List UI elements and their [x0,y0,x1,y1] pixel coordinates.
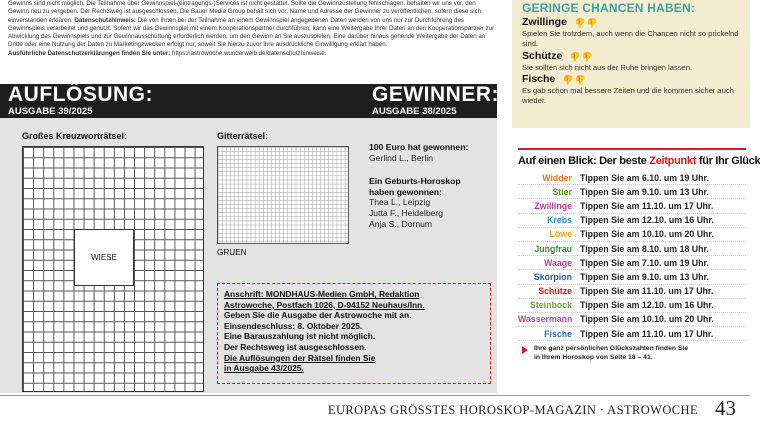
luck-times-box [518,148,760,370]
luck-row [518,214,746,228]
winner-heading-horoskop-a: Ein Geburts-Horoskop [369,176,461,187]
low-chances-box [512,0,750,128]
luck-sign: Jungfrau [534,243,572,254]
luck-sign: Widder [542,172,572,183]
low-chance-sign [522,73,740,86]
low-chance-sign [522,50,740,63]
arrow-icon [522,346,528,354]
luck-row [518,171,746,185]
legal-text: Gewinns sind nicht möglich. Die Teilnahme über Gewinnspiel-(eintragungs-)Services ist nicht gestattet. Sollte die Gewinnzustellung fehlschlagen, behalten wir uns vor, den Gewinn neu zu vergeben. Der Rechtsweg ist ausgeschlossen. Die Bauer Media Group behält sich vor, Name und Adresse der Gewinner zu veröffentlichen, sofern diese sich einverstanden erklären. [8,0,482,24]
luck-row [518,199,746,213]
luck-time: Tippen Sie am 9.10. um 13 Uhr. [580,186,709,197]
privacy-link-label: Ausführliche Datenschutzerklärungen finden Sie unter: [8,49,171,57]
address-line: Anschrift: MONDHAUS-Medien GmbH, Redaktion [224,289,420,299]
sign-text: Es gab schon mal bessere Zeiten und die kommen sicher auch wieder. [522,86,734,106]
winner-name: Jutta F., Heidelberg [369,207,444,218]
sign-text: Sie sollten sich nicht aus der Ruhe bringen lassen. [522,62,693,72]
luck-time: Tippen Sie am 7.10. um 19 Uhr. [580,257,709,268]
address-line: Geben Sie die Ausgabe der Astrowoche mit an. [224,310,412,321]
luck-sign: Steinbock [529,300,572,311]
deadline-line: Einsendeschluss: 8. Oktober 2025. [224,320,363,331]
sign-name: Schütze [522,49,563,62]
thumbs-down-icon: 👍 [582,51,594,62]
luck-time: Tippen Sie am 8.10. um 18 Uhr. [580,243,709,254]
wordsearch-answer: GRUEN [217,248,247,257]
luck-time: Tippen Sie am 11.10. um 17 Uhr. [580,286,714,297]
luck-time: Tippen Sie am 11.10. um 17 Uhr. [580,328,714,339]
low-chance-sign [522,16,740,29]
luck-sign: Stier [552,186,572,197]
luck-row [518,299,746,313]
luck-row [518,285,746,299]
luck-note-line: Ihre ganz persönlichen Glückszahlen finden Sie [534,345,689,353]
luck-row [518,270,746,284]
luck-sign: Krebs [547,215,572,226]
solution-issue: AUSGABE 39/2025 [8,106,93,117]
privacy-link[interactable]: https://astrowoche.wunderweib.de/datenschutzhinweise. [172,49,327,57]
luck-title-part: Auf einen Blick: [518,155,597,167]
thumbs-down-group [572,52,593,61]
luck-time: Tippen Sie am 12.10. um 16 Uhr. [580,215,714,226]
address-line: Der Rechtsweg ist ausgeschlossen. [224,341,367,352]
crossword-center-word: WIESE [74,229,134,286]
right-column [512,0,760,395]
thumbs-down-icon: 👍 [570,51,582,62]
luck-time: Tippen Sie am 12.10. um 16 Uhr. [580,300,714,311]
legal-fine-print [8,0,498,82]
winners-issue: AUSGABE 38/2025 [372,106,457,117]
address-line: Die Auflösungen der Rätsel finden Sie [224,352,376,363]
luck-time: Tippen Sie am 10.10. um 20 Uhr. [580,229,714,240]
luck-title-highlight: Zeitpunkt [649,155,697,167]
thumbs-down-icon: 👍 [586,18,598,28]
thumbs-down-icon: 👍 [563,75,575,86]
page-footer [0,395,750,421]
solution-heading: AUFLÖSUNG: [8,83,153,106]
thumbs-down-group [574,18,598,28]
wordsearch-label: Gitterrätsel: [217,131,269,141]
low-chances-heading: GERINGE CHANCEN HABEN: [522,1,696,15]
luck-note [518,345,746,362]
luck-sign: Schütze [538,286,572,297]
crossword-grid [22,146,204,392]
address-line: in Ausgabe 43/2025. [224,363,304,374]
thumbs-down-icon: 👍 [575,75,587,86]
address-line: Astrowoche, Postfach 1026, D-94152 Neuhaus/Inn. [224,299,425,310]
luck-sign: Skorpion [533,271,572,282]
luck-time: Tippen Sie am 9.10. um 13 Uhr. [580,271,709,282]
address-line: Eine Barauszahlung ist nicht möglich. [224,331,376,342]
luck-title-part: für Ihr Glück [698,155,760,167]
wordsearch-grid [217,146,349,244]
crossword-label: Großes Kreuzworträtsel: [22,131,128,141]
sign-name: Fische [522,73,556,86]
winner-heading-horoskop-b: haben gewonnen: [369,186,443,197]
winners-heading: GEWINNER: [372,83,499,106]
thumbs-down-icon: 👍 [574,18,586,28]
entry-address-box [217,283,491,384]
luck-time: Tippen Sie am 6.10. um 19 Uhr. [580,172,709,183]
thumbs-down-group [565,75,586,84]
privacy-heading: Datenschutzhinweis: [74,16,136,24]
luck-row [518,242,746,256]
luck-row [518,228,746,242]
winner-name: Gerlind L., Berlin [369,152,434,163]
luck-sign: Waage [543,257,572,268]
privacy-text: Die von Ihnen bei der Teilnahme an einem Gewinnspiel angegebenen Daten werden von uns nur zur Durchführung des Gewinnspiels verarbeitet und genutzt. Sofern wir das Gewinnspiel mit einem Kooperationspartner durchführen, kann eine Weitergabe Ihrer Daten an den Kooperationspartner zur Abwicklung des Gewinnspiels und zur Gewinnausschüttung erforderlich werden, um den Gewinn an Sie auszuspielen. Eine darüber hinaus gehende Weitergabe der Daten an Dritte oder eine Nutzung der Daten zu Marketingzwecken erfolgt nur, soweit Sie hierzu zuvor Ihre ausdrückliche Einwilligung erklärt haben. [8,16,495,49]
luck-time: Tippen Sie am 10.10. um 20 Uhr. [580,314,714,325]
page-number: 43 [715,396,736,420]
winner-name: Thea L., Leipzig [369,197,431,208]
sign-text: Spielen Sie trotzdem, auch wenn die Chancen nicht so prickelnd sind. [522,29,739,48]
magazine-tagline: EUROPAS GRÖSSTES HOROSKOP-MAGAZIN · ASTROWOCHE [327,403,698,417]
sign-name: Zwillinge [522,16,567,28]
solution-header-bar [0,84,497,118]
luck-title-part: Der beste [599,155,647,167]
luck-time: Tippen Sie am 11.10. um 17 Uhr. [580,200,714,211]
luck-row [518,327,746,341]
luck-sign: Fische [544,328,572,339]
luck-note-line: in Ihrem Horoskop von Seite 18 – 41. [534,353,653,361]
luck-times-title [518,150,760,171]
winner-name: Anja S., Dornum [369,218,433,229]
luck-row [518,185,746,199]
luck-sign: Zwillinge [534,200,572,211]
winner-heading-100: 100 Euro hat gewonnen: [369,142,469,152]
luck-sign: Löwe [549,229,572,240]
luck-row [518,256,746,270]
winners-list [369,142,494,229]
luck-sign: Wassermann [518,314,573,325]
luck-row [518,313,746,327]
